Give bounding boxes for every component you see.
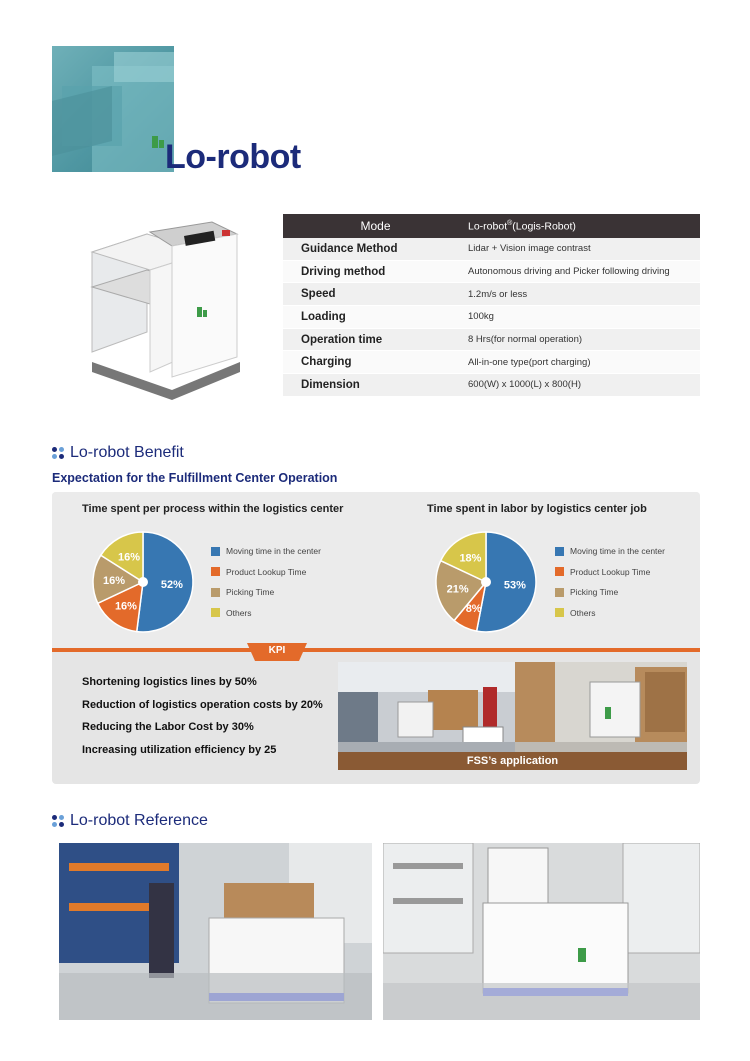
pie-slice-label: 16% — [103, 575, 126, 588]
legend-swatch — [555, 608, 564, 617]
fss-photo-1 — [338, 662, 515, 754]
pie-slice-label: 52% — [160, 578, 183, 591]
legend-swatch — [555, 547, 564, 556]
pie-center-dot — [481, 577, 491, 587]
legend-item — [555, 582, 665, 603]
spec-row — [283, 238, 700, 261]
kpi-item: Reducing the Labor Cost by 30% — [82, 721, 254, 733]
kpi-item: Reduction of logistics operation costs by 20% — [82, 698, 323, 711]
legend-item — [555, 603, 665, 624]
spec-row — [283, 329, 700, 352]
kpi-item: Shortening logistics lines by 50% — [82, 676, 257, 688]
legend-swatch — [555, 588, 564, 597]
chart1-title: Time spent per process within the logistics center — [82, 503, 344, 515]
chart2-title: Time spent in labor by logistics center job — [427, 503, 647, 515]
spec-row-label: Speed — [301, 288, 336, 301]
legend-label: Moving time in the center — [226, 546, 321, 557]
spec-row-label: Loading — [301, 310, 346, 323]
legend-label: Moving time in the center — [570, 546, 665, 557]
chart1-pie — [88, 525, 198, 640]
spec-table — [283, 214, 700, 397]
kpi-list — [82, 676, 323, 766]
spec-row-label: Guidance Method — [301, 242, 398, 255]
bullet-dots-icon — [52, 815, 64, 827]
spec-row — [283, 374, 700, 397]
kpi-item: Increasing utilization efficiency by 25 — [82, 743, 277, 756]
kpi-divider — [52, 648, 700, 652]
spec-row-value: All-in-one type(port charging) — [468, 356, 591, 368]
fss-photo-2 — [515, 662, 687, 754]
pie-slice-label: 16% — [118, 551, 141, 564]
spec-header-model: Lo-robot®(Logis-Robot) — [468, 219, 576, 233]
legend-item — [211, 541, 321, 562]
pie-slice-label: 16% — [114, 600, 137, 613]
legend-label: Others — [226, 607, 252, 618]
page-title: Lo-robot — [165, 138, 301, 176]
legend-label: Picking Time — [226, 587, 275, 598]
spec-row-label: Dimension — [301, 378, 360, 391]
spec-row — [283, 283, 700, 306]
spec-row-label: Driving method — [301, 265, 386, 278]
spec-row — [283, 261, 700, 284]
legend-label: Picking Time — [570, 587, 619, 598]
benefit-subtitle: Expectation for the Fulfillment Center Operation — [52, 471, 338, 485]
legend-swatch — [211, 547, 220, 556]
spec-table-header — [283, 214, 700, 238]
spec-row-value: 8 Hrs(for normal operation) — [468, 334, 583, 346]
legend-swatch — [211, 608, 220, 617]
reference-photo-2 — [383, 843, 700, 1020]
benefit-section-title: Lo-robot Benefit — [52, 444, 184, 462]
pie-center-dot — [138, 577, 148, 587]
legend-item — [211, 562, 321, 583]
reference-photo-1 — [59, 843, 372, 1020]
spec-row-label: Charging — [301, 356, 352, 369]
legend-item — [211, 603, 321, 624]
spec-row-value: Autonomous driving and Picker following driving — [468, 266, 670, 278]
pie-slice-label: 18% — [459, 552, 482, 565]
robot-product-photo — [72, 212, 252, 402]
spec-row-value: 1.2m/s or less — [468, 288, 528, 300]
legend-swatch — [211, 567, 220, 576]
legend-label: Product Lookup Time — [570, 566, 651, 577]
pie-slice-label: 53% — [503, 579, 526, 592]
spec-row — [283, 306, 700, 329]
chart2-legend — [555, 541, 665, 623]
legend-swatch — [211, 588, 220, 597]
reference-section-title: Lo-robot Reference — [52, 812, 208, 830]
spec-row-value: 100kg — [468, 311, 494, 323]
kpi-tab-label: KPI — [268, 645, 286, 656]
spec-row-value: Lidar + Vision image contrast — [468, 243, 591, 255]
spec-row-label: Operation time — [301, 333, 383, 346]
legend-swatch — [555, 567, 564, 576]
legend-label: Product Lookup Time — [226, 566, 307, 577]
spec-row-value: 600(W) x 1000(L) x 800(H) — [468, 379, 581, 391]
spec-header-mode: Mode — [360, 219, 391, 233]
pie-slice-label: 21% — [446, 583, 469, 596]
legend-item — [555, 562, 665, 583]
bullet-dots-icon — [52, 447, 64, 459]
spec-row — [283, 351, 700, 374]
chart1-legend — [211, 541, 321, 623]
fss-caption: FSS’s application — [338, 752, 687, 770]
pie-slice-label: 8% — [465, 603, 482, 616]
legend-label: Others — [570, 607, 596, 618]
hero-robot-photo — [52, 46, 174, 172]
legend-item — [555, 541, 665, 562]
chart2-pie — [431, 525, 541, 640]
legend-item — [211, 582, 321, 603]
